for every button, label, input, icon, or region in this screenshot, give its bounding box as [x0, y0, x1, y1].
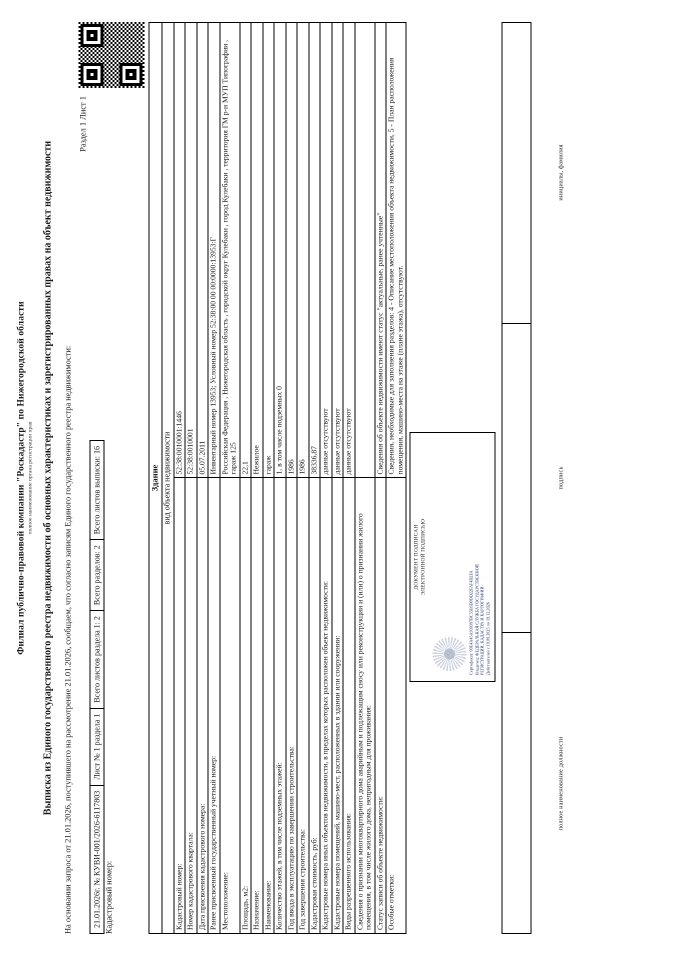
row-label: Особые отметки: — [386, 478, 406, 934]
footer-boxes-row — [502, 23, 531, 934]
footer-signature-caption: подпись — [557, 466, 565, 490]
row-value: гараж — [262, 23, 274, 479]
footer-signature-table — [501, 22, 531, 934]
signature-title-line1: ДОКУМЕНТ ПОДПИСАН — [413, 524, 420, 590]
sheets-total-cell: Всего листов выписки: 16 — [89, 440, 104, 539]
table-row — [251, 23, 263, 934]
object-kind-band: Здание — [149, 23, 162, 934]
row-value: Сведения об объекте недвижимости имеют статус "актуальные, ранее учтенные" — [374, 23, 386, 479]
row-label: Дата присвоения кадастрового номера: — [196, 478, 208, 934]
table-row — [219, 23, 239, 934]
table-row-band-kind — [161, 23, 173, 934]
row-value: данные отсутствуют — [320, 23, 332, 479]
row-label: Статус записи об объекте недвижимости: — [374, 478, 386, 934]
table-row — [285, 23, 297, 934]
row-label: Ранее присвоенный государственный учетный номер: — [208, 478, 220, 934]
main-table — [148, 22, 406, 934]
signature-owner2: РЕГИСТРАЦИИ, КАДАСТРА И КАРТОГРАФИИ — [479, 586, 485, 675]
document-basis: На основании запроса от 21.01.2026, поступившего на рассмотрение 21.01.2026, сообщаем, что согласно записям Единого государственного реестра недвижимости: — [63, 345, 72, 934]
row-value: 52:38:0010001:1446 — [173, 23, 185, 479]
row-label: Кадастровая стоимость, руб: — [308, 478, 320, 934]
header-cells — [89, 94, 104, 934]
row-label: Количество этажей, в том числе подземных этажей: — [274, 478, 286, 934]
cadastral-number-row — [104, 94, 113, 934]
table-row — [331, 23, 343, 934]
footer-caption-table — [537, 22, 565, 934]
table-row-band-object — [149, 23, 162, 934]
signature-area — [409, 22, 495, 934]
table-row — [239, 23, 251, 934]
row-value: Российская Федерация , Нижегородская область , городской округ Кулебаки , город Кулебаки , территория ГМ р-н МУП Типографии , гараж 125 — [219, 23, 239, 479]
footer-position-box — [502, 633, 531, 934]
footer-captions-row — [537, 22, 565, 934]
qr-code-icon — [78, 22, 144, 88]
row-label: Наименование: — [262, 478, 274, 934]
table-row — [354, 23, 374, 934]
electronic-signature-box — [409, 432, 495, 682]
table-row — [320, 23, 332, 934]
table-row-cadastral-number — [173, 23, 185, 934]
table-row — [386, 23, 406, 934]
signature-valid: Действителен с 19.09.2025 по 19.12.2026 — [484, 602, 490, 675]
row-label: Год завершения строительства: — [297, 478, 309, 934]
row-value: 1, в том числе подземных 0 — [274, 23, 286, 479]
table-row — [185, 23, 197, 934]
organization-name: Филиал публично-правовой компании "Роскадастр" по Нижегородской области — [16, 301, 26, 655]
table-row — [196, 23, 208, 934]
row-value: 1986 — [297, 23, 309, 479]
table-row — [343, 23, 355, 934]
footer-name-caption: инициалы, фамилия — [557, 144, 565, 201]
cadastral-number-label: Кадастровый номер: — [104, 860, 113, 934]
row-value: данные отсутствуют — [343, 23, 355, 479]
row-label: Площадь, м2: — [239, 478, 251, 934]
table-row — [374, 23, 386, 934]
row-value: Инвентарный номер 13953; Условный номер 52:38:00 00 00:0000:13953:Г — [208, 23, 220, 479]
row-value: 22,1 — [239, 23, 251, 479]
footer-name-box — [502, 23, 531, 324]
row-value: Нежилое — [251, 23, 263, 479]
row-label: Номер кадастрового квартала: — [185, 478, 197, 934]
header-meta-row — [78, 22, 144, 934]
stamp-icon — [432, 637, 466, 671]
signature-details — [468, 564, 490, 675]
row-value: 1986 — [285, 23, 297, 479]
row-label: Виды разрешенного использования: — [343, 478, 355, 934]
sections-total-cell: Всего разделов: 2 — [89, 539, 104, 610]
request-number-cell: 21.01.2026г. № КУВИ-001/2026-6117803 — [89, 785, 104, 934]
table-row — [208, 23, 220, 934]
table-row — [274, 23, 286, 934]
table-row — [262, 23, 274, 934]
row-value: 52:38:0010001 — [185, 23, 197, 479]
row-value: данные отсутствуют — [331, 23, 343, 479]
row-label: Кадастровый номер: — [173, 478, 185, 934]
object-kind-caption: вид объекта недвижимости — [161, 23, 173, 934]
footer-position-caption: полное наименование должности — [557, 736, 565, 831]
signature-cert: Сертификат: 00E4A45A939397BC55E6D0DD22FAF4D2FA — [468, 570, 474, 675]
sheet-count-cell: Всего листов раздела 1: 2 — [89, 610, 104, 708]
row-value: 05.07.2011 — [196, 23, 208, 479]
row-value: 38336,87 — [308, 23, 320, 479]
signature-owner: Владелец: ФЕДЕРАЛЬНАЯ СЛУЖБА ГОСУДАРСТВЕННОЙ — [473, 564, 479, 675]
organization-subcaption: полное наименование органа регистрации прав — [27, 421, 33, 535]
document-title: Выписка из Единого государственного реестра недвижимости об основных характеристиках и зарегистрированных правах на объект недвижимости — [42, 140, 53, 816]
row-value: Сведения, необходимые для заполнения разделов: 4 - Описание местоположения объекта недвижимости, 5 - План расположения помещения, машино-места на этаже (плане этажа), отсутствуют. — [386, 23, 406, 479]
row-label: Сведения о признании многоквартирного дома аварийным и подлежащим сносу или реконструкции и (или) о признании жилого помещения, в том числе жилого дома, непригодным для проживания: — [354, 478, 374, 934]
razdel-label: Раздел 1 Лист 1 — [78, 96, 87, 152]
row-label: Кадастровые номера помещений, машино-мест, расположенных в здании или сооружении: — [331, 478, 343, 934]
row-label: Кадастровые номера иных объектов недвижимости, в пределах которых расположен объект недвижимости: — [320, 478, 332, 934]
row-value — [354, 23, 374, 479]
row-label: Год ввода в эксплуатацию по завершении строительства: — [285, 478, 297, 934]
row-label: Назначение: — [251, 478, 263, 934]
table-row — [297, 23, 309, 934]
sheet-label-cell: Лист № 1 раздела 1 — [89, 708, 104, 785]
row-label: Местоположение: — [219, 478, 239, 934]
footer-signature-box — [502, 323, 531, 633]
signature-title-line2: ЭЛЕКТРОННОЙ ПОДПИСЬЮ — [419, 518, 426, 596]
table-row — [308, 23, 320, 934]
